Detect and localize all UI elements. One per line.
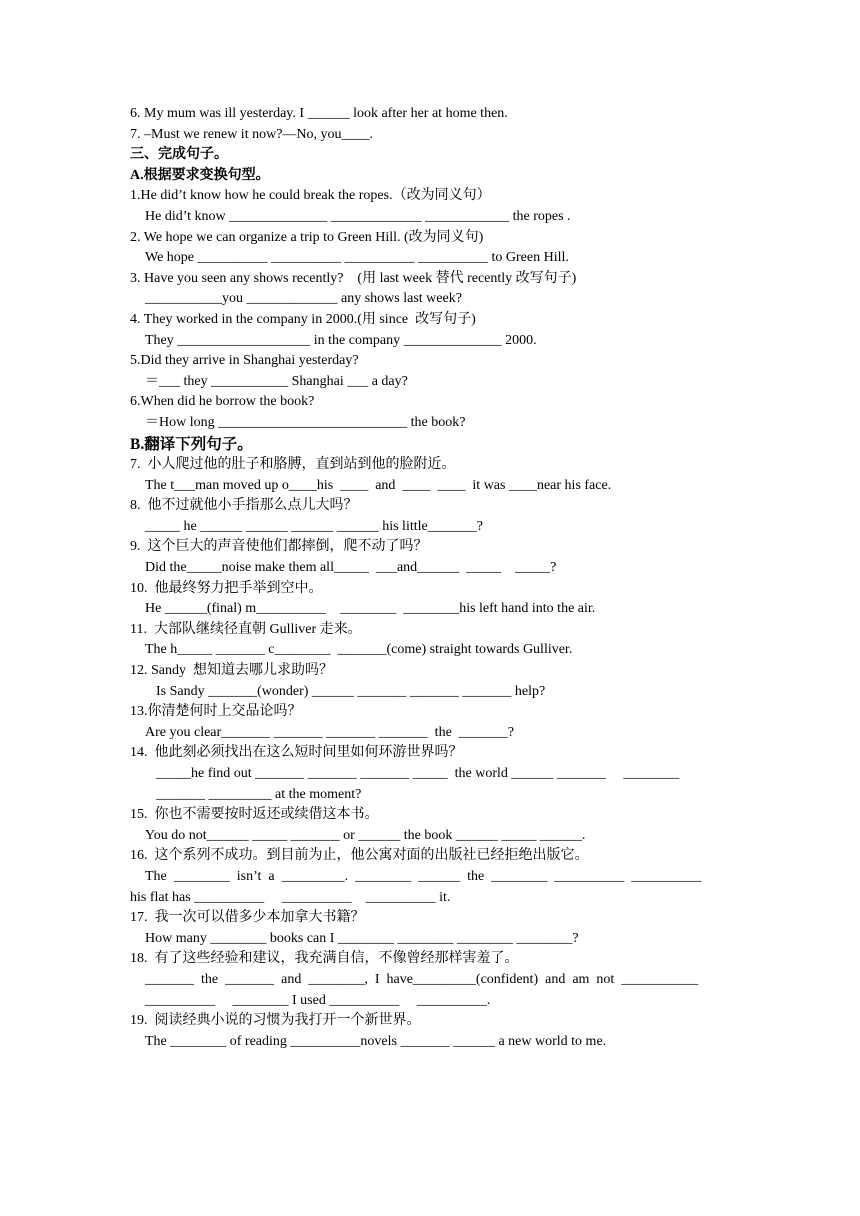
a5-answer: ＝___ they ___________ Shanghai ___ a day?	[145, 373, 408, 389]
b18-answer-line2: __________ ________ I used __________ __________.	[145, 992, 491, 1008]
b10-answer: He ______(final) m__________ ________ ________his left hand into the air.	[145, 601, 596, 617]
b8-prompt: 8. 他不过就他小手指那么点儿大吗？	[130, 498, 358, 514]
b11-answer: The h_____ _______ c________ _______(come) straight towards Gulliver.	[145, 642, 573, 658]
b18-prompt: 18. 有了这些经验和建议，我充满自信，不像曾经那样害羞了。	[130, 951, 519, 967]
a4-prompt: 4. They worked in the company in 2000.(用 since 改写句子)	[130, 311, 476, 327]
b11-prompt: 11. 大部队继续径直朝 Gulliver 走来。	[130, 621, 362, 637]
b17-prompt: 17. 我一次可以借多少本加拿大书籍？	[130, 910, 365, 926]
b9-prompt: 9. 这个巨大的声音使他们都摔倒，爬不动了吗？	[130, 539, 428, 555]
a2-prompt: 2. We hope we can organize a trip to Green Hill. (改为同义句)	[130, 229, 484, 245]
b12-prompt: 12. Sandy 想知道去哪儿求助吗？	[130, 663, 333, 679]
a1-answer: He did’t know ______________ _____________ ____________ the ropes .	[145, 208, 571, 224]
line-q6: 6. My mum was ill yesterday. I ______ look after her at home then.	[130, 106, 508, 121]
b10-prompt: 10. 他最终努力把手举到空中。	[130, 580, 323, 596]
b19-answer: The ________ of reading __________novels _______ ______ a new world to me.	[145, 1033, 607, 1049]
section-heading-complete-sentences: 三、完成句子。	[130, 147, 228, 163]
a1-prompt: 1.He did’t know how he could break the ropes.（改为同义句）	[130, 188, 491, 204]
a4-answer: They ___________________ in the company ______________ 2000.	[145, 332, 537, 348]
b13-answer: Are you clear_______ _______ _______ _______ the _______?	[145, 724, 514, 740]
subsection-heading-b: B.翻译下列句子。	[130, 435, 253, 453]
b16-prompt: 16. 这个系列不成功。到目前为止，他公寓对面的出版社已经拒绝出版它。	[130, 848, 589, 864]
b14-answer-line2: _______ _________ at the moment?	[156, 786, 362, 802]
subsection-heading-a: A.根据要求变换句型。	[130, 167, 270, 183]
worksheet-page	[130, 104, 735, 1052]
a3-prompt: 3. Have you seen any shows recently? (用 last week 替代 recently 改写句子)	[130, 270, 577, 286]
a5-prompt: 5.Did they arrive in Shanghai yesterday?	[130, 353, 359, 369]
b18-answer-line1: _______ the _______ and ________, I have_________(confident) and am not ___________	[145, 971, 699, 987]
b15-prompt: 15. 你也不需要按时返还或续借这本书。	[130, 807, 379, 823]
b12-answer: Is Sandy _______(wonder) ______ _______ _______ _______ help?	[156, 683, 546, 699]
b19-prompt: 19. 阅读经典小说的习惯为我打开一个新世界。	[130, 1013, 421, 1029]
b9-answer: Did the_____noise make them all_____ ___and______ _____ _____?	[145, 560, 557, 576]
b7-prompt: 7. 小人爬过他的肚子和胳膊，直到站到他的脸附近。	[130, 457, 456, 473]
b14-answer-line1: _____he find out _______ _______ _______ _____ the world ______ _______ ________	[156, 766, 680, 781]
b16-answer-line2: his flat has __________ __________ __________ it.	[130, 889, 451, 905]
b17-answer: How many ________ books can I ________ ________ ________ ________?	[145, 930, 579, 946]
b8-answer: _____ he ______ ______ ______ ______ his little_______?	[145, 518, 483, 534]
b16-answer-line1: The ________ isn’t a _________. ________ ______ the ________ __________ __________	[145, 868, 702, 884]
b14-prompt: 14. 他此刻必须找出在这么短时间里如何环游世界吗？	[130, 745, 463, 761]
b13-prompt: 13.你清楚何时上交品论吗？	[130, 704, 302, 720]
b15-answer: You do not______ _____ _______ or ______ the book ______ _____ ______.	[145, 827, 586, 843]
line-q7: 7. –Must we renew it now?—No, you____.	[130, 126, 374, 142]
a2-answer: We hope __________ __________ __________ __________ to Green Hill.	[145, 250, 569, 266]
a6-prompt: 6.When did he borrow the book?	[130, 394, 315, 410]
a6-answer: ＝How long ___________________________ the book?	[145, 414, 466, 430]
a3-answer: ___________you _____________ any shows last week?	[145, 291, 462, 307]
b7-answer: The t___man moved up o____his ____ and ____ ____ it was ____near his face.	[145, 477, 612, 493]
